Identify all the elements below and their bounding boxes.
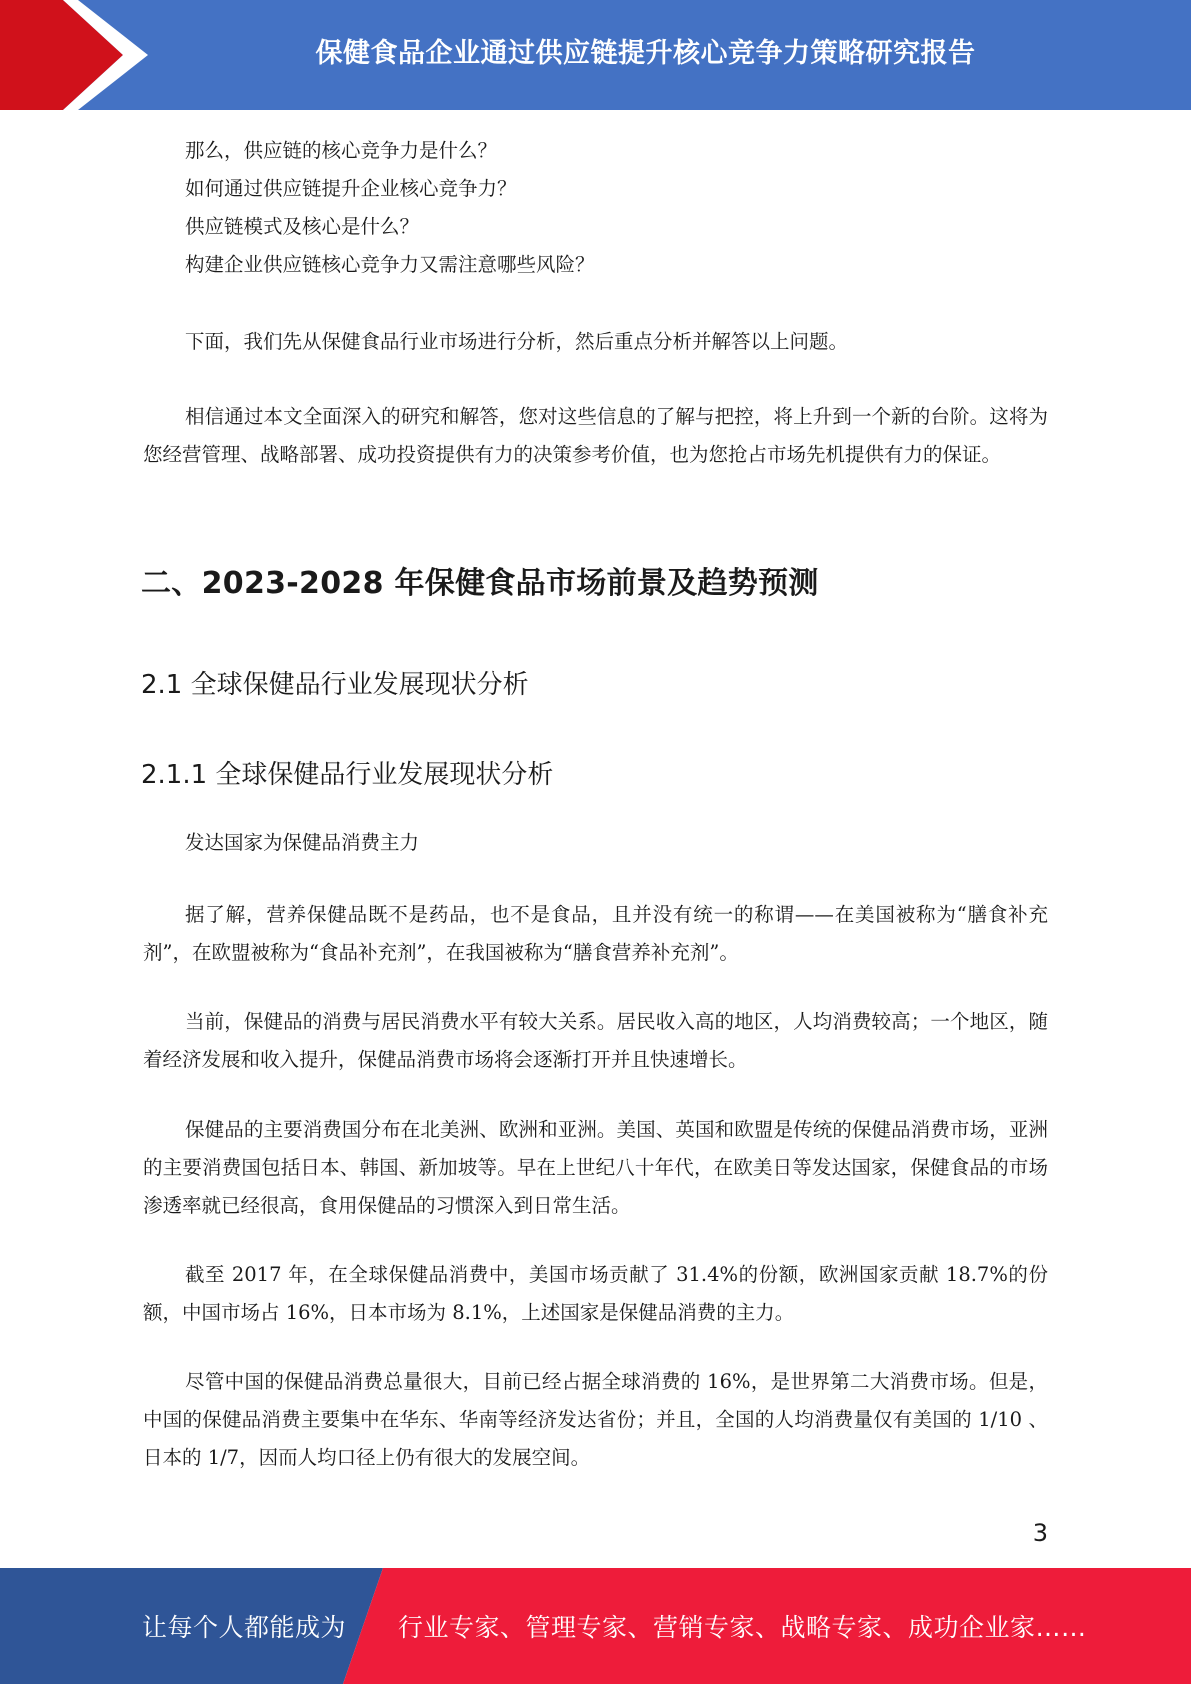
subsubsection-heading: 2.1.1 全球保健品行业发展现状分析 xyxy=(141,760,554,790)
footer-band xyxy=(0,1568,1191,1684)
body-paragraph-3: 当前，保健品的消费与居民消费水平有较大关系。居民收入高的地区，人均消费较高；一个地区，随着经济发展和收入提升，保健品消费市场将会逐渐打开并且快速增长。 xyxy=(143,1010,1048,1071)
subsection-heading: 2.1 全球保健品行业发展现状分析 xyxy=(141,670,529,700)
page-number: 3 xyxy=(1032,1519,1048,1547)
body-paragraph-5: 截至 2017 年，在全球保健品消费中，美国市场贡献了 31.4%的份额，欧洲国家贡献 18.7%的份额，中国市场占 16%，日本市场为 8.1%，上述国家是保健品消费的主力。 xyxy=(143,1263,1048,1324)
body-paragraph-2: 据了解，营养保健品既不是药品，也不是食品，且并没有统一的称谓——在美国被称为“膳食补充剂”，在欧盟被称为“食品补充剂”，在我国被称为“膳食营养补充剂”。 xyxy=(143,903,1048,964)
body-paragraph-4: 保健品的主要消费国分布在北美洲、欧洲和亚洲。美国、英国和欧盟是传统的保健品消费市场，亚洲的主要消费国包括日本、韩国、新加坡等。早在上世纪八十年代，在欧美日等发达国家，保健食品的市场渗透率就已经很高，食用保健品的习惯深入到日常生活。 xyxy=(143,1118,1048,1217)
question-3: 供应链模式及核心是什么？ xyxy=(185,215,420,238)
body-paragraph-1: 发达国家为保健品消费主力 xyxy=(185,831,420,854)
report-title: 保健食品企业通过供应链提升核心竞争力策略研究报告 xyxy=(315,37,976,69)
chevron-decoration xyxy=(0,0,160,110)
question-1: 那么，供应链的核心竞争力是什么？ xyxy=(185,139,498,162)
intro-paragraph-1: 下面，我们先从保健食品行业市场进行分析，然后重点分析并解答以上问题。 xyxy=(185,330,849,353)
question-4: 构建企业供应链核心竞争力又需注意哪些风险？ xyxy=(185,253,595,276)
footer-slogan-left: 让每个人都能成为 xyxy=(142,1613,347,1642)
footer-slogan-right: 行业专家、管理专家、营销专家、战略专家、成功企业家…… xyxy=(398,1613,1087,1642)
intro-paragraph-2: 相信通过本文全面深入的研究和解答，您对这些信息的了解与把控，将上升到一个新的台阶。这将为您经营管理、战略部署、成功投资提供有力的决策参考价值，也为您抢占市场先机提供有力的保证。 xyxy=(143,405,1048,466)
header-band xyxy=(0,0,1191,110)
body-paragraph-6: 尽管中国的保健品消费总量很大，目前已经占据全球消费的 16%，是世界第二大消费市场。但是，中国的保健品消费主要集中在华东、华南等经济发达省份；并且，全国的人均消费量仅有美国的 1/10 、日本的 1/7，因而人均口径上仍有很大的发展空间。 xyxy=(143,1370,1048,1469)
section-heading: 二、2023-2028 年保健食品市场前景及趋势预测 xyxy=(141,566,819,601)
question-2: 如何通过供应链提升企业核心竞争力？ xyxy=(185,177,517,200)
